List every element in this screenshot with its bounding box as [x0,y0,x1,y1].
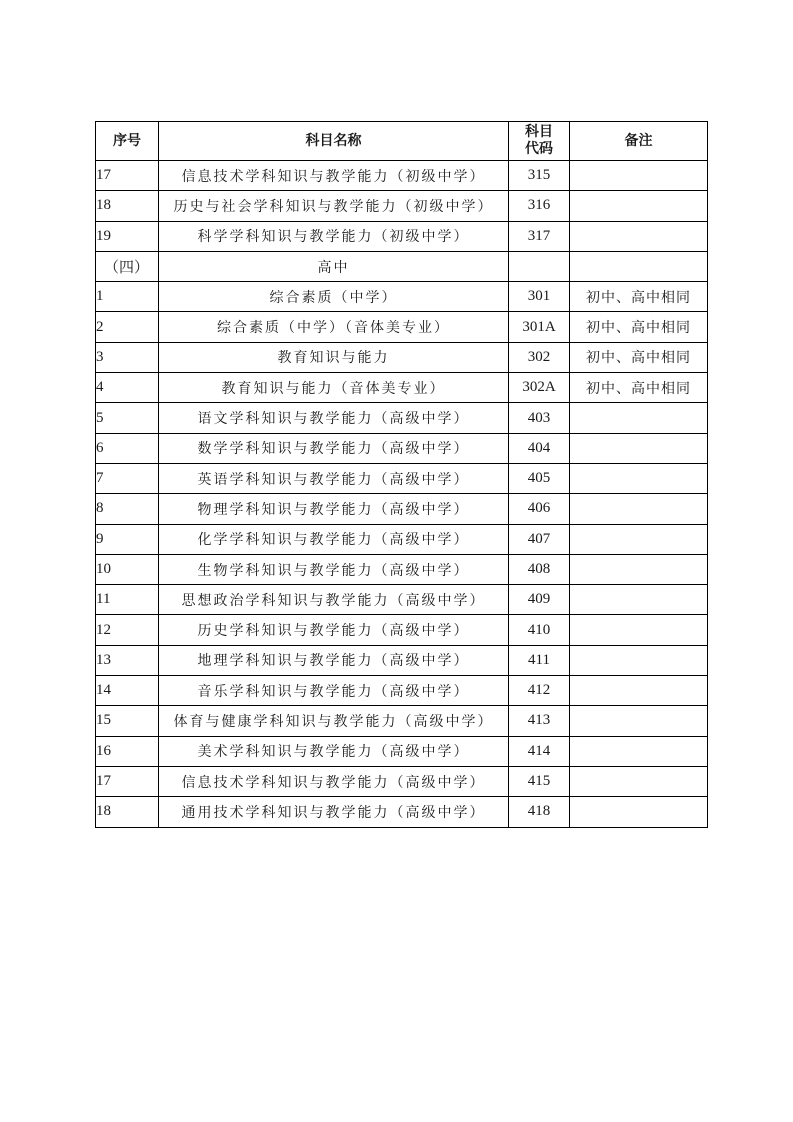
cell-note [570,433,708,463]
cell-name: 化学学科知识与教学能力（高级中学） [159,524,509,554]
cell-name: 美术学科知识与教学能力（高级中学） [159,736,509,766]
cell-note [570,463,708,493]
cell-note [570,554,708,584]
cell-code: 316 [509,191,570,221]
table-row [96,736,708,766]
cell-name: 教育知识与能力（音体美专业） [159,373,509,403]
subjects-table [95,121,708,828]
table-row [96,494,708,524]
table-row [96,615,708,645]
table-row [96,191,708,221]
cell-seq: 4 [96,373,159,403]
cell-code: 409 [509,585,570,615]
cell-seq: 5 [96,403,159,433]
cell-code: 405 [509,463,570,493]
header-note: 备注 [570,122,708,161]
cell-note [570,585,708,615]
cell-name: 地理学科知识与教学能力（高级中学） [159,645,509,675]
cell-seq: 3 [96,342,159,372]
header-code [509,122,570,161]
table-row [96,342,708,372]
cell-code: 418 [509,797,570,827]
cell-seq: 1 [96,282,159,312]
cell-name: 科学学科知识与教学能力（初级中学） [159,221,509,251]
cell-name: 体育与健康学科知识与教学能力（高级中学） [159,706,509,736]
cell-seq: 9 [96,524,159,554]
cell-name: 教育知识与能力 [159,342,509,372]
table-row [96,706,708,736]
header-row [96,122,708,161]
table-row [96,645,708,675]
cell-seq: （四） [96,251,159,281]
cell-seq: 11 [96,585,159,615]
cell-code: 301 [509,282,570,312]
table-row [96,161,708,191]
cell-seq: 17 [96,161,159,191]
cell-seq: 15 [96,706,159,736]
cell-seq: 7 [96,463,159,493]
table-row [96,524,708,554]
cell-seq: 18 [96,191,159,221]
cell-note: 初中、高中相同 [570,282,708,312]
header-code-label: 科目 代码 [525,124,553,157]
cell-code: 412 [509,676,570,706]
cell-note [570,161,708,191]
cell-name: 物理学科知识与教学能力（高级中学） [159,494,509,524]
cell-seq: 13 [96,645,159,675]
cell-code: 411 [509,645,570,675]
cell-note [570,191,708,221]
cell-seq: 12 [96,615,159,645]
cell-seq: 6 [96,433,159,463]
cell-code: 408 [509,554,570,584]
cell-seq: 19 [96,221,159,251]
cell-note [570,797,708,827]
cell-code: 404 [509,433,570,463]
cell-seq: 14 [96,676,159,706]
cell-note: 初中、高中相同 [570,312,708,342]
cell-code: 315 [509,161,570,191]
cell-code: 301A [509,312,570,342]
cell-name: 高中 [159,251,509,281]
table-row [96,585,708,615]
cell-name: 思想政治学科知识与教学能力（高级中学） [159,585,509,615]
table-row [96,373,708,403]
table-row [96,463,708,493]
table-row [96,766,708,796]
cell-note [570,736,708,766]
cell-name: 综合素质（中学） [159,282,509,312]
table-row [96,433,708,463]
cell-seq: 2 [96,312,159,342]
cell-name: 音乐学科知识与教学能力（高级中学） [159,676,509,706]
cell-name: 英语学科知识与教学能力（高级中学） [159,463,509,493]
cell-note [570,524,708,554]
table-row [96,403,708,433]
cell-code: 317 [509,221,570,251]
table-row [96,282,708,312]
cell-seq: 17 [96,766,159,796]
cell-code: 403 [509,403,570,433]
cell-name: 语文学科知识与教学能力（高级中学） [159,403,509,433]
table-row [96,554,708,584]
cell-name: 信息技术学科知识与教学能力（初级中学） [159,161,509,191]
cell-note [570,403,708,433]
table-row [96,797,708,827]
cell-code: 415 [509,766,570,796]
cell-name: 信息技术学科知识与教学能力（高级中学） [159,766,509,796]
table-row [96,221,708,251]
cell-code: 407 [509,524,570,554]
cell-name: 生物学科知识与教学能力（高级中学） [159,554,509,584]
cell-note [570,676,708,706]
cell-code: 302A [509,373,570,403]
cell-code: 413 [509,706,570,736]
cell-name: 历史与社会学科知识与教学能力（初级中学） [159,191,509,221]
table-row [96,676,708,706]
table-body [96,161,708,828]
cell-code: 414 [509,736,570,766]
cell-code: 410 [509,615,570,645]
cell-seq: 16 [96,736,159,766]
cell-seq: 8 [96,494,159,524]
cell-note [570,221,708,251]
table-row [96,312,708,342]
cell-note [570,706,708,736]
cell-note [570,766,708,796]
cell-note: 初中、高中相同 [570,373,708,403]
cell-name: 通用技术学科知识与教学能力（高级中学） [159,797,509,827]
cell-name: 数学学科知识与教学能力（高级中学） [159,433,509,463]
header-name: 科目名称 [159,122,509,161]
cell-name: 历史学科知识与教学能力（高级中学） [159,615,509,645]
cell-name: 综合素质（中学）（音体美专业） [159,312,509,342]
cell-note [570,615,708,645]
cell-seq: 10 [96,554,159,584]
cell-seq: 18 [96,797,159,827]
cell-note [570,251,708,281]
cell-code: 406 [509,494,570,524]
cell-code: 302 [509,342,570,372]
cell-code [509,251,570,281]
header-seq: 序号 [96,122,159,161]
cell-note [570,494,708,524]
cell-note [570,645,708,675]
cell-note: 初中、高中相同 [570,342,708,372]
section-row [96,251,708,281]
